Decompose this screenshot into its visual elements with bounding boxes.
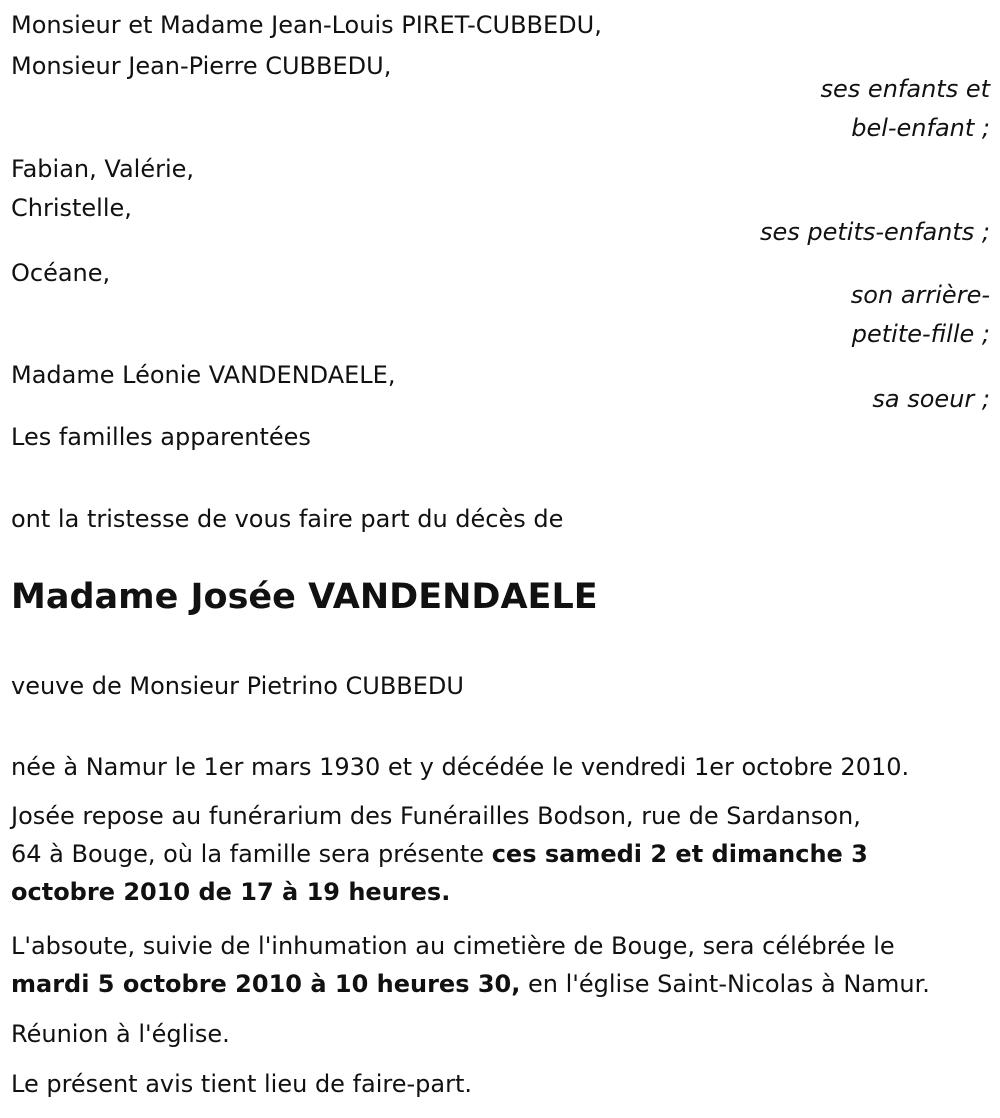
family-line-7: Les familles apparentées xyxy=(11,423,311,451)
widow-text: veuve de Monsieur Pietrino CUBBEDU xyxy=(11,672,464,700)
relation-great-granddaughter-2: petite-fille ; xyxy=(851,320,990,348)
family-line-2: Monsieur Jean-Pierre CUBBEDU, xyxy=(11,52,392,80)
funerarium-text-2: 64 à Bouge, où la famille sera présente xyxy=(11,840,485,868)
meeting-text: Réunion à l'église. xyxy=(11,1020,230,1048)
deceased-name-title: Madame Josée VANDENDAELE xyxy=(11,577,598,617)
visiting-dates-bold-1: ces samedi 2 et dimanche 3 xyxy=(491,840,868,868)
family-line-6: Madame Léonie VANDENDAELE, xyxy=(11,361,396,389)
funerarium-paragraph xyxy=(11,797,1000,911)
relation-sister: sa soeur ; xyxy=(872,385,990,413)
ceremony-date-bold: mardi 5 octobre 2010 à 10 heures 30, xyxy=(11,970,521,998)
closing-text: Le présent avis tient lieu de faire-part. xyxy=(11,1070,473,1098)
relation-children-2: bel-enfant ; xyxy=(851,114,990,142)
relation-great-granddaughter-1: son arrière- xyxy=(850,281,990,309)
announcement-text: ont la tristesse de vous faire part du décès de xyxy=(11,505,564,533)
ceremony-text-1: L'absoute, suivie de l'inhumation au cimetière de Bouge, sera célébrée le xyxy=(11,932,895,960)
funerarium-text-1: Josée repose au funérarium des Funérailles Bodson, rue de Sardanson, xyxy=(11,802,861,830)
ceremony-text-2: en l'église Saint-Nicolas à Namur. xyxy=(528,970,930,998)
family-line-1: Monsieur et Madame Jean-Louis PIRET-CUBBEDU, xyxy=(11,11,602,39)
relation-grandchildren: ses petits-enfants ; xyxy=(759,218,990,246)
ceremony-paragraph xyxy=(11,927,1000,1003)
family-line-5: Océane, xyxy=(11,259,111,287)
family-line-4: Christelle, xyxy=(11,194,132,222)
relation-children-1: ses enfants et xyxy=(820,75,990,103)
birth-death-text: née à Namur le 1er mars 1930 et y décédée le vendredi 1er octobre 2010. xyxy=(11,753,910,781)
visiting-dates-bold-2: octobre 2010 de 17 à 19 heures. xyxy=(11,878,451,906)
family-line-3: Fabian, Valérie, xyxy=(11,155,195,183)
